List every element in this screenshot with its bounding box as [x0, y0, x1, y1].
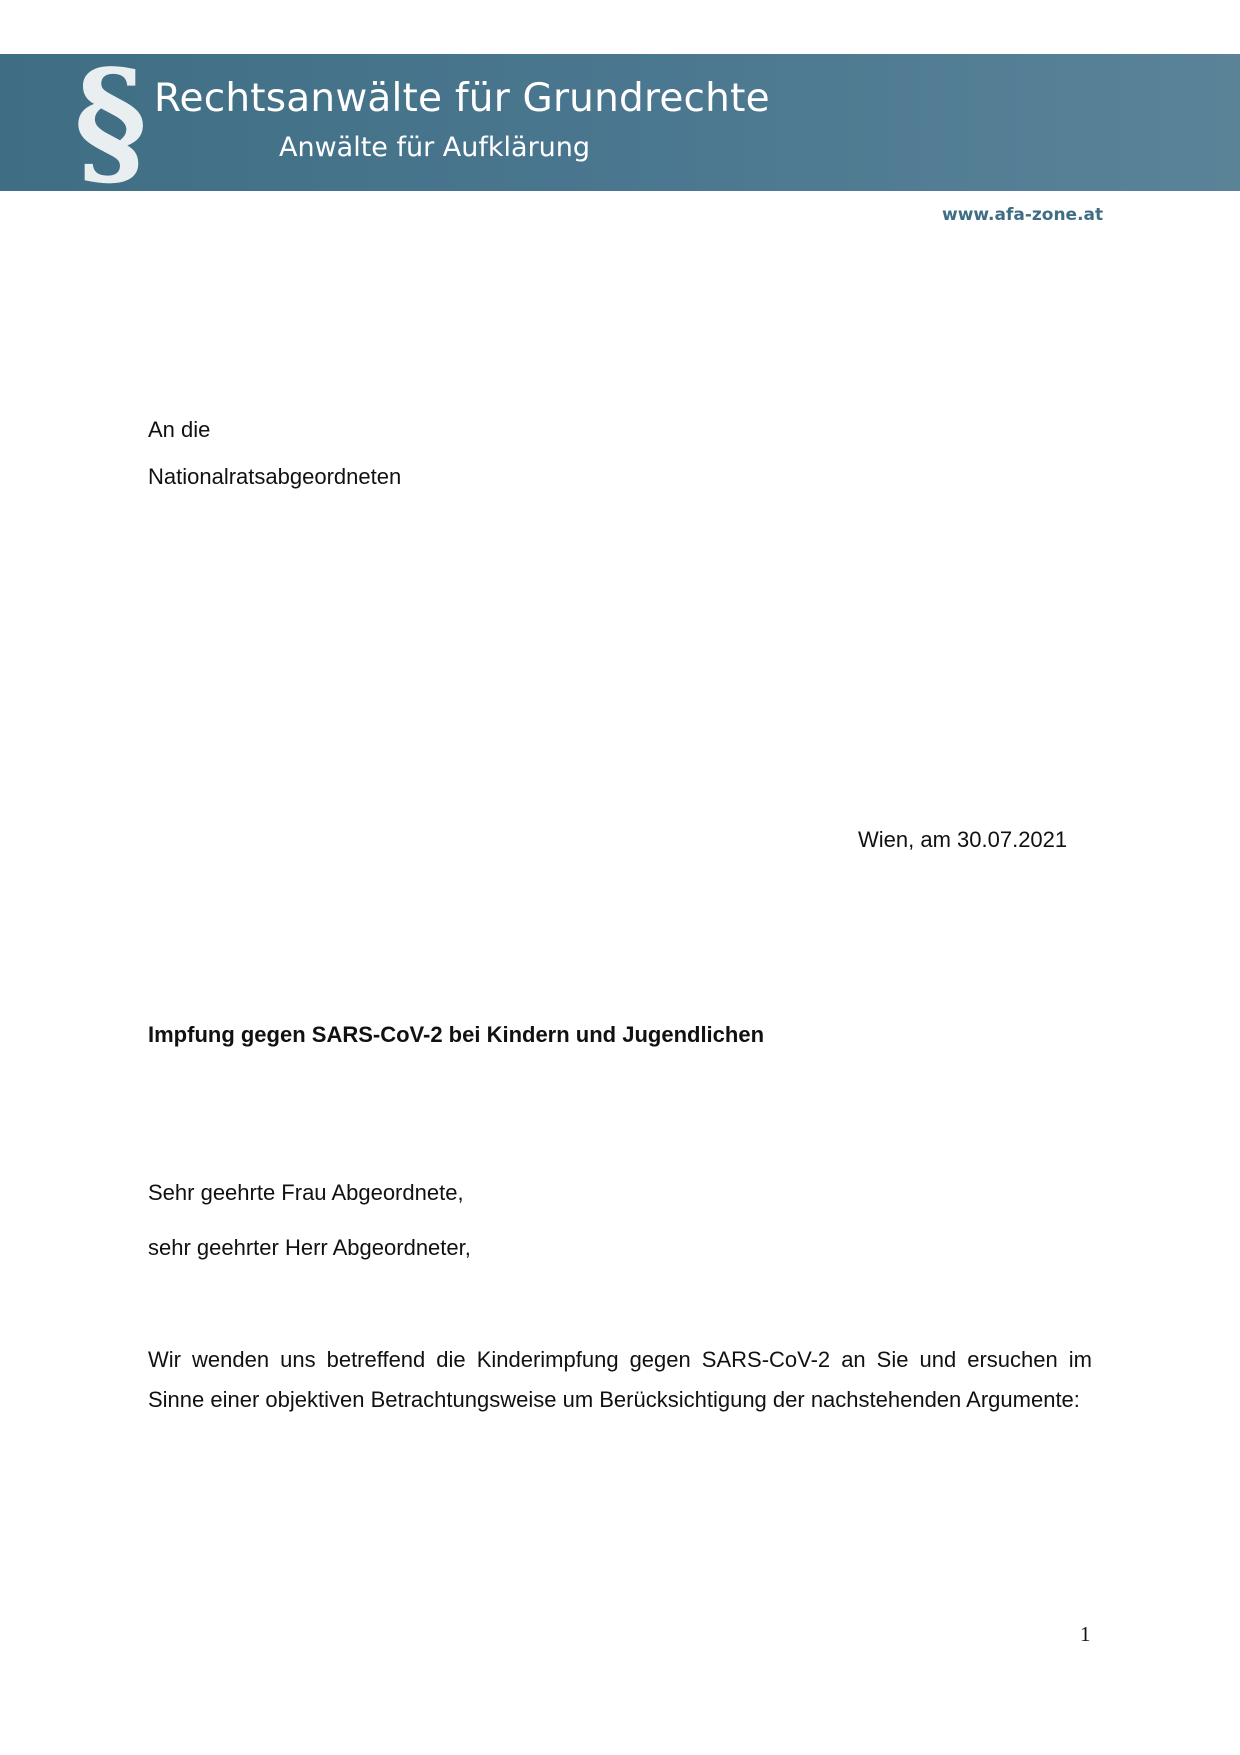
- paragraph-logo-icon: §: [74, 40, 148, 204]
- recipient-line-1: An die: [148, 417, 211, 442]
- letter-date: Wien, am 30.07.2021: [858, 827, 1068, 852]
- salutation-line-1: Sehr geehrte Frau Abgeordnete,: [148, 1180, 464, 1205]
- salutation-line-2: sehr geehrter Herr Abgeordneter,: [148, 1235, 471, 1260]
- organization-name: Rechtsanwälte für Grundrechte: [154, 76, 770, 121]
- page-number: 1: [1080, 1622, 1091, 1646]
- body-paragraph: Wir wenden uns betreffend die Kinderimpfung gegen SARS-CoV-2 an Sie und ersuchen im Sinne einer objektiven Betrachtungsweise um Berücksichtigung der nachstehenden Argumente:: [148, 1347, 1092, 1412]
- letter-subject: Impfung gegen SARS-CoV-2 bei Kindern und Jugendlichen: [148, 1022, 765, 1047]
- website-link[interactable]: www.afa-zone.at: [942, 205, 1104, 225]
- header-banner: [0, 40, 1240, 204]
- recipient-line-2: Nationalratsabgeordneten: [148, 464, 402, 489]
- organization-tagline: Anwälte für Aufklärung: [279, 132, 591, 163]
